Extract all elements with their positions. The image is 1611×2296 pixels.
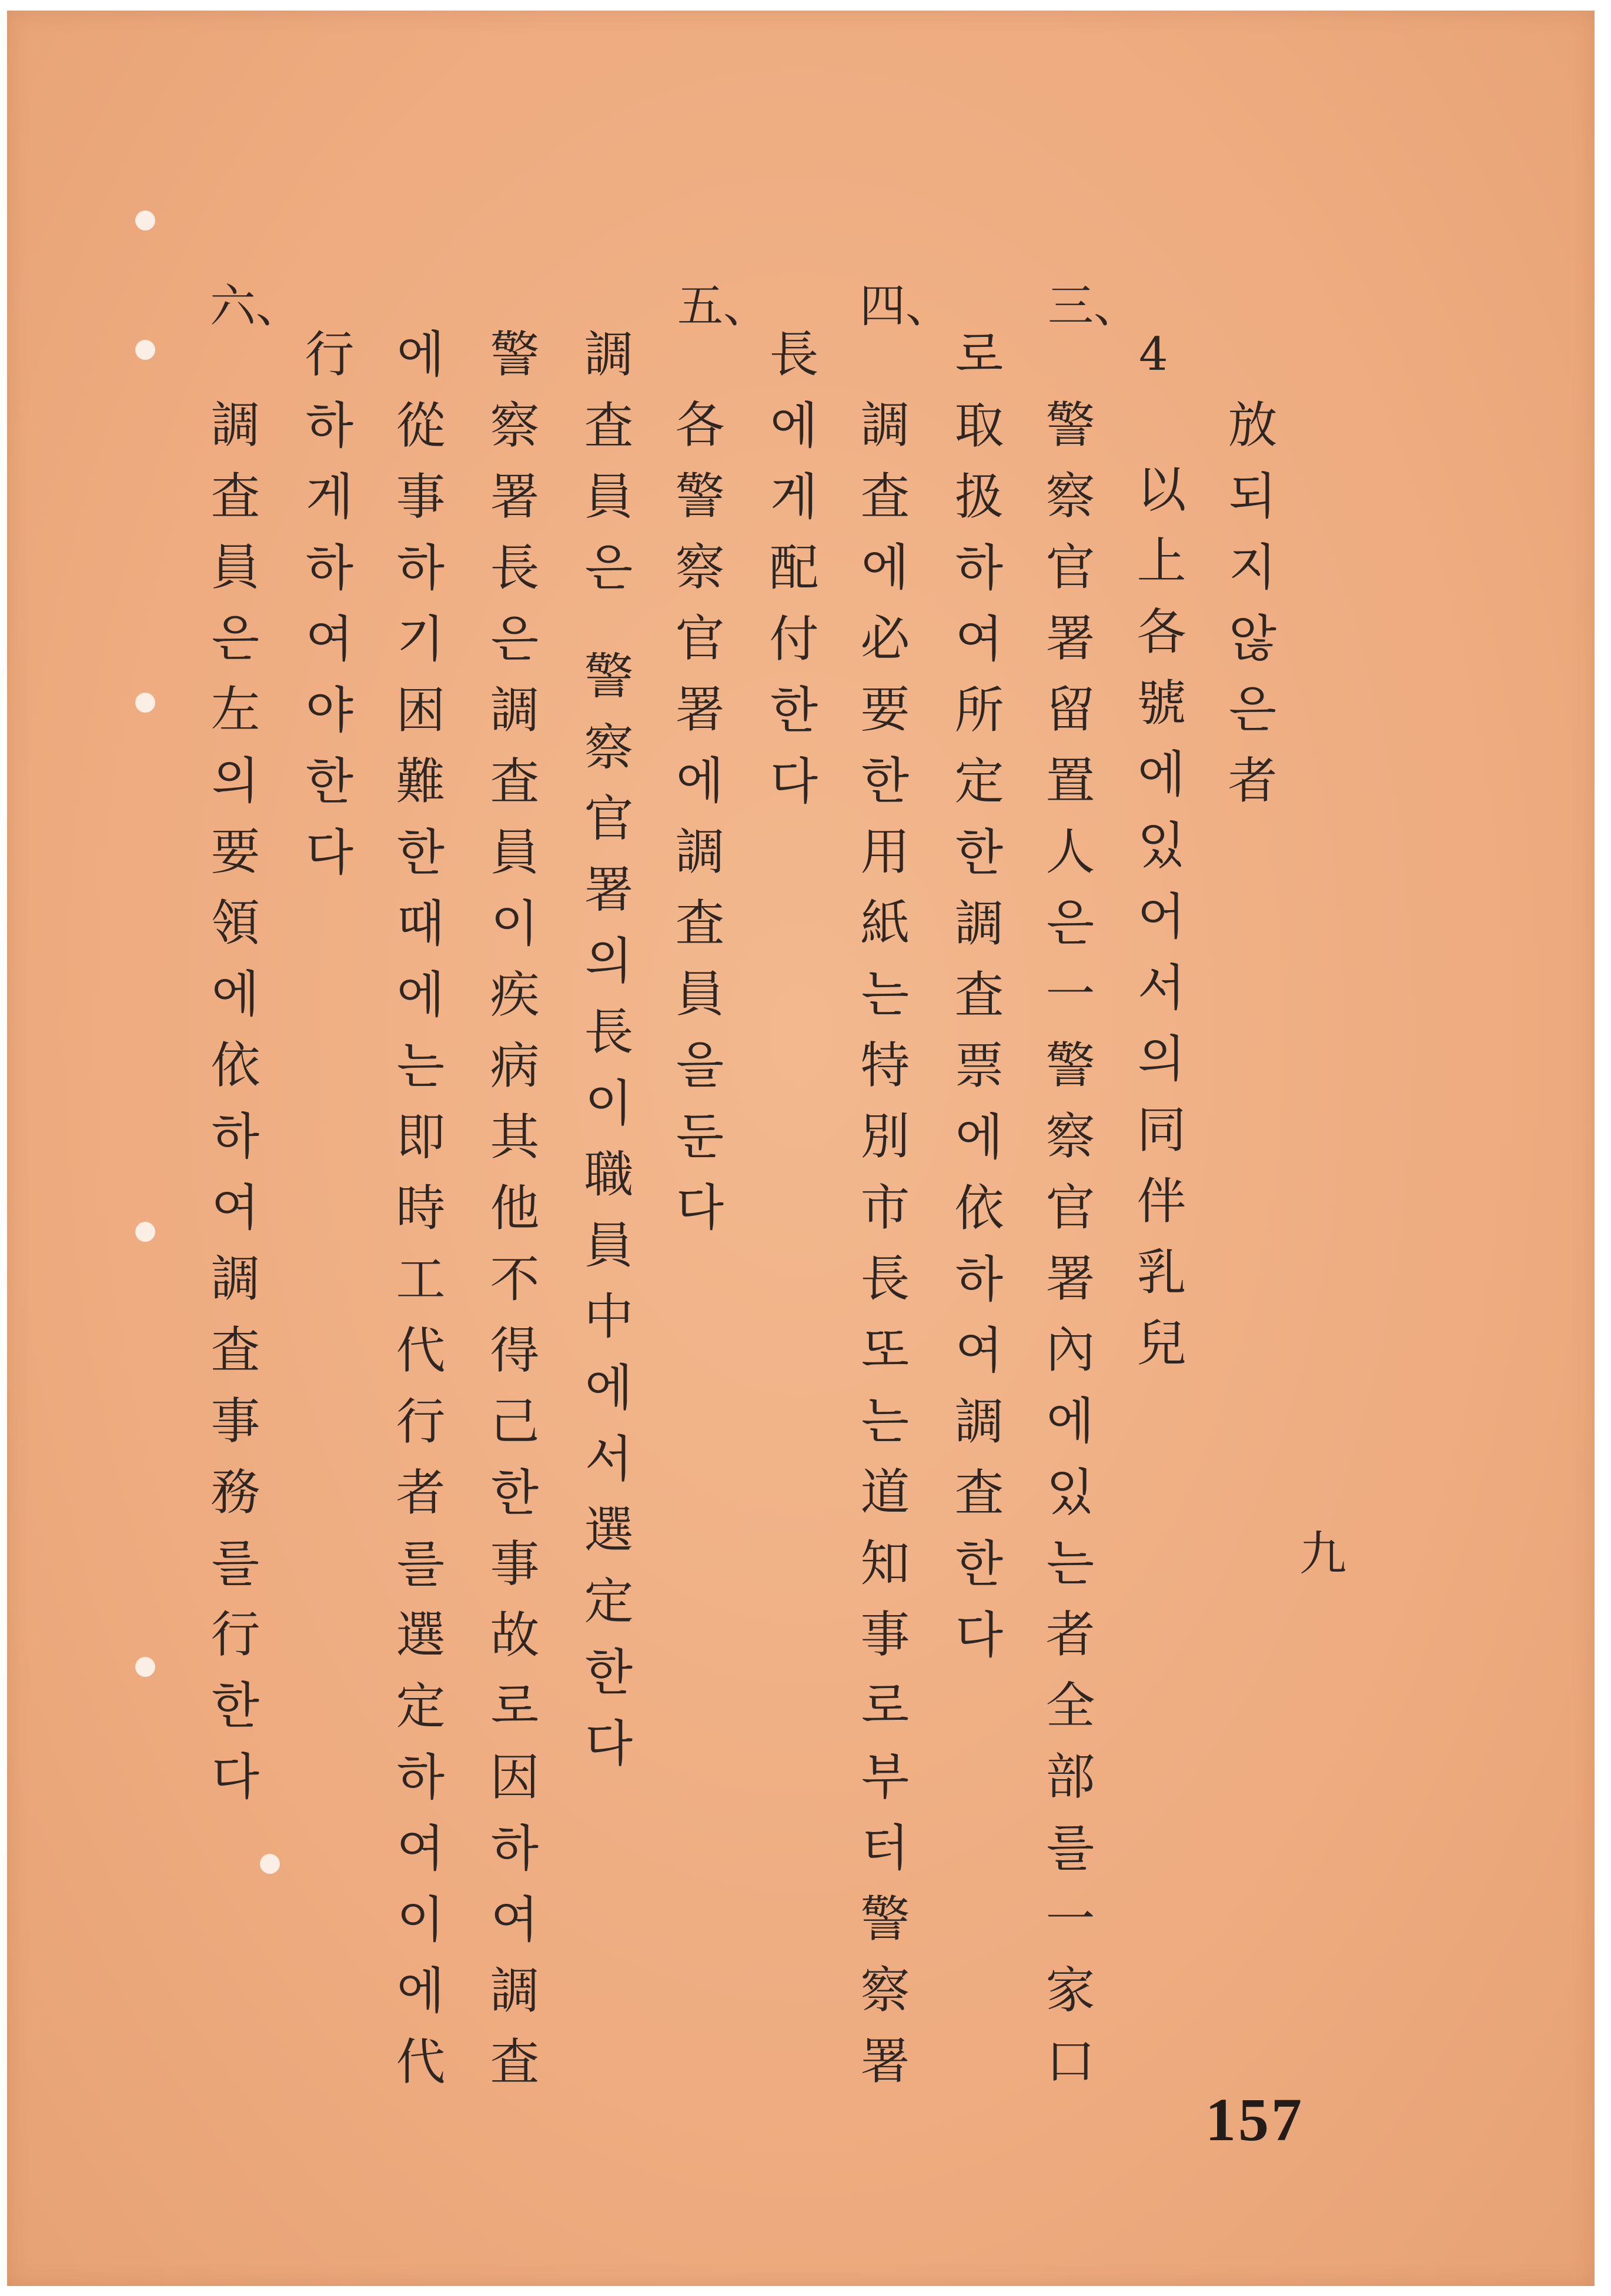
text-line-11: 行하게하여야한다 [297,328,355,897]
text-line-7: 各警察官署에調査員을둔다 [667,399,725,1252]
page-number: 157 [1205,2086,1304,2154]
text-line-2: 以上各號에있어서의同伴乳兒 [1129,463,1186,1388]
punch-hole [135,1657,155,1677]
line-marker-3: 三、 [1048,280,1140,333]
punch-hole [135,340,155,360]
text-line-3: 警察官署留置人은一警察官署內에있는者全部를一家口 [1038,399,1095,2106]
text-line-6: 長에게配付한다 [761,328,819,826]
punch-hole [135,1222,155,1242]
text-line-5: 調査에必要한用紙는特別市長또는道知事로부터警察署 [853,399,910,2106]
text-line-9: 警察署長은調査員이疾病其他不得己한事故로因하여調査 [482,328,540,2107]
margin-stamp: 九 [1299,1526,1346,1581]
document-page [7,11,1595,2286]
text-line-10: 에從事하기困難한때에는即時工代行者를選定하여이에代 [388,328,446,2107]
punch-hole [135,210,155,230]
line-marker-4: 4 [1139,328,1168,381]
punch-hole [135,693,155,713]
punch-hole [260,1854,280,1874]
text-line-1: 放되지않은者 [1220,399,1278,826]
line-marker-5: 五、 [677,280,770,333]
text-line-12: 調査員은左의要領에依하여調査事務를行한다 [203,399,260,1822]
line-marker-4-section: 四、 [860,280,952,333]
text-line-8: 調査員은 警察官署의長이職員中에서選定한다 [576,328,634,1789]
text-line-4: 로取扱하여所定한調査票에依하여調査한다 [947,328,1004,1680]
line-marker-6: 六、 [210,280,302,333]
